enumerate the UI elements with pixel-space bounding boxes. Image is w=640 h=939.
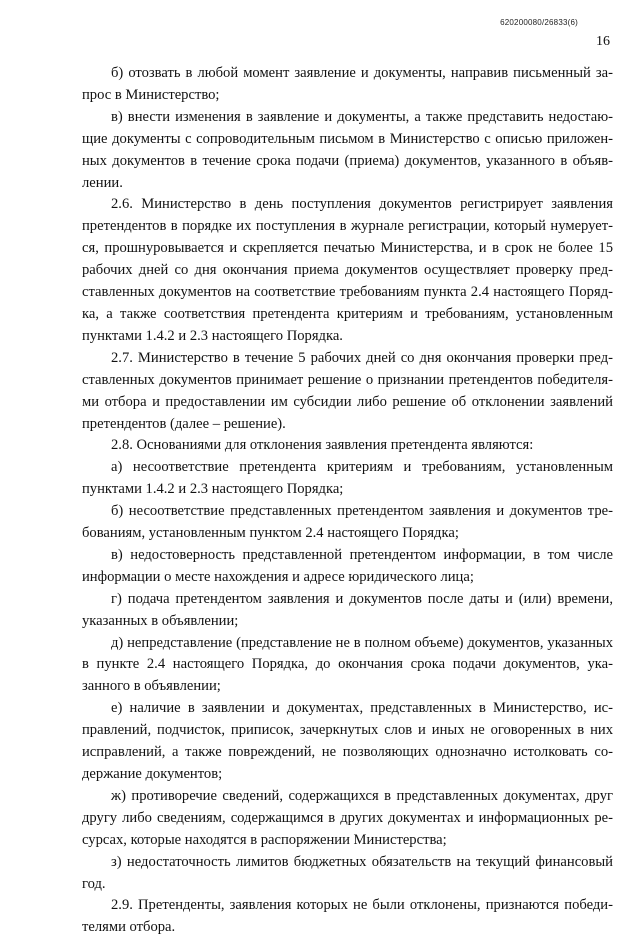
document-registration-code: 620200080/26833(6) (500, 18, 578, 27)
list-item-zh: ж) противоречие сведений, содержащихся в представленных документах, друг другу либо сведениям, содержащимся в других документах и информационных ресурсах, которые находятся в распоряжении Министерства; (82, 787, 613, 848)
list-item-a: а) несоответствие претендента критериям и требованиям, установленным пунктами 1.4.2 и 2.3 настоящего Порядка; (82, 459, 613, 498)
paragraph-2-6: 2.6. Министерство в день поступления документов регистрирует заявления претендентов в порядке их поступления в журнале регистрации, который нумеруется, прошнуровывается и скрепляется печатью Министерства, и в срок не более 15 рабочих дней со дня окончания приема документов осуществляет проверку представленных документов на соответствие требованиям пункта 2.4 настоящего Порядка, а также соответствия претендента критериям и требованиям, установленным пунктами 1.4.2 и 2.3 настоящего Порядка. (82, 196, 613, 344)
list-item-z: з) недостаточность лимитов бюджетных обязательств на текущий финансовый год. (82, 853, 613, 892)
paragraph-2-9: 2.9. Претенденты, заявления которых не были отклонены, признаются победителями отбора. (82, 897, 613, 936)
page-number: 16 (596, 34, 610, 49)
paragraph-2-7: 2.7. Министерство в течение 5 рабочих дней со дня окончания проверки представленных документов принимает решение о признании претендентов победителями отбора и предоставлении им субсидии либо решение об отклонении заявлений претендентов (далее – решение). (82, 349, 613, 432)
list-item-e: е) наличие в заявлении и документах, представленных в Министерство, исправлений, подчисток, приписок, зачеркнутых слов и иных не оговоренных в них исправлений, а также повреждений, не позволяющих однозначно истолковать содержание документов; (82, 700, 613, 782)
paragraph-b-withdraw: б) отозвать в любой момент заявление и документы, направив письменный запрос в Министерство; (82, 65, 613, 103)
paragraph-2-8: 2.8. Основаниями для отклонения заявления претендента являются: (111, 437, 534, 454)
document-body (82, 63, 613, 939)
list-item-g: г) подача претендентом заявления и документов после даты и (или) времени, указанных в объявлении; (82, 590, 613, 629)
paragraph-v-amend: в) внести изменения в заявление и документы, а также представить недостающие документы с сопроводительным письмом в Министерство с описью приложенных документов в течение срока подачи (приема) документов, указанного в объявлении. (82, 108, 613, 191)
list-item-d: д) непредставление (представление не в полном объеме) документов, указанных в пункте 2.4 настоящего Порядка, до окончания срока подачи документов, указанного в объявлении; (82, 634, 613, 695)
list-item-b: б) несоответствие представленных претендентом заявления и документов требованиям, установленным пунктом 2.4 настоящего Порядка; (82, 503, 613, 542)
list-item-v: в) недостоверность представленной претендентом информации, в том числе информации о месте нахождения и адресе юридического лица; (82, 546, 613, 585)
